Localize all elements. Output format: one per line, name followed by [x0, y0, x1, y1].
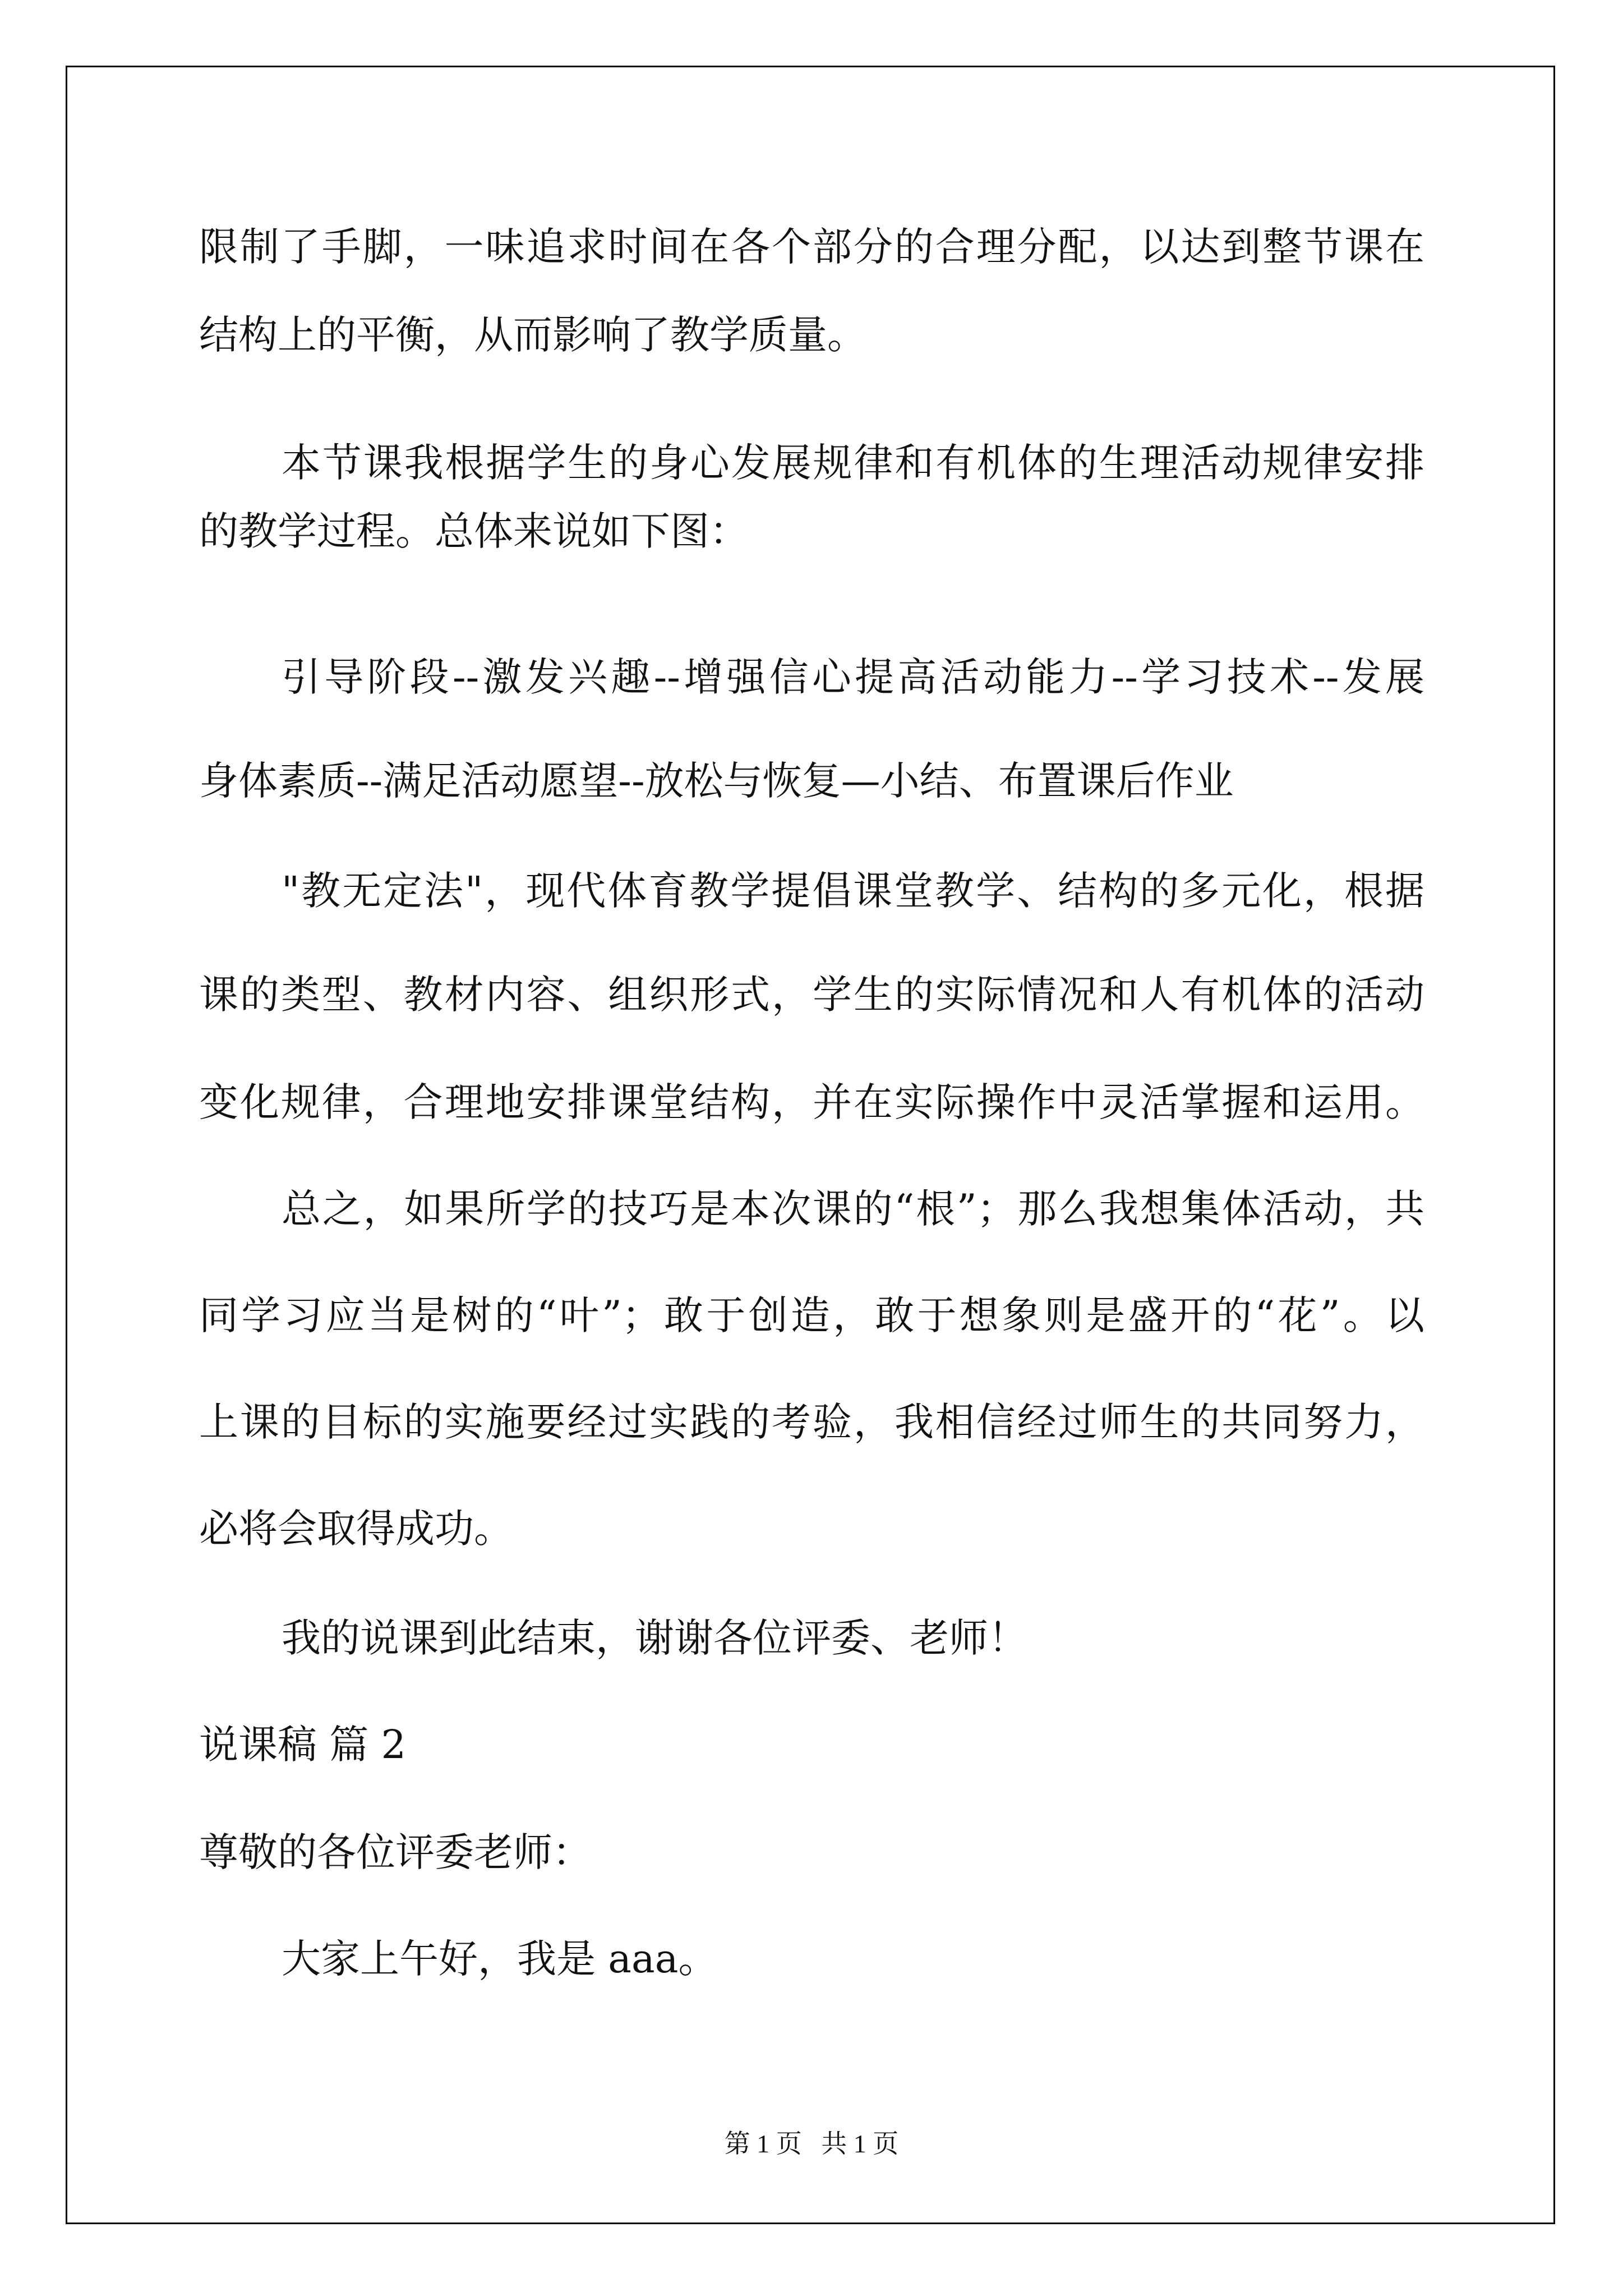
paragraph-line-8: 课的类型、教材内容、组织形式，学生的实际情况和人有机体的活动	[199, 972, 1424, 1018]
section-heading: 说课稿 篇 2	[199, 1722, 407, 1768]
paragraph-line-3: 本节课我根据学生的身心发展规律和有机体的生理活动规律安排	[282, 440, 1424, 486]
paragraph-line-7: "教无定法"，现代体育教学提倡课堂教学、结构的多元化，根据	[282, 868, 1424, 914]
page-border	[66, 66, 1555, 2224]
page-footer: 第 1 页 共 1 页	[724, 2129, 899, 2158]
greeting-line: 大家上午好，我是 aaa。	[282, 1936, 718, 1982]
paragraph-line-14: 我的说课到此结束，谢谢各位评委、老师！	[282, 1615, 1027, 1661]
paragraph-line-1: 限制了手脚，一味追求时间在各个部分的合理分配，以达到整节课在	[199, 224, 1424, 270]
paragraph-line-6: 身体素质--满足活动愿望--放松与恢复—小结、布置课后作业	[199, 758, 1234, 804]
paragraph-line-10: 总之，如果所学的技巧是本次课的“根”；那么我想集体活动，共	[282, 1186, 1424, 1232]
paragraph-line-4: 的教学过程。总体来说如下图：	[199, 508, 749, 554]
paragraph-line-13: 必将会取得成功。	[199, 1506, 513, 1552]
paragraph-line-12: 上课的目标的实施要经过实践的考验，我相信经过师生的共同努力，	[199, 1399, 1424, 1445]
paragraph-line-11: 同学习应当是树的“叶”；敢于创造，敢于想象则是盛开的“花”。以	[199, 1292, 1424, 1338]
paragraph-line-9: 变化规律，合理地安排课堂结构，并在实际操作中灵活掌握和运用。	[199, 1079, 1424, 1125]
salutation: 尊敬的各位评委老师：	[199, 1829, 592, 1875]
paragraph-line-5: 引导阶段--激发兴趣--增强信心提高活动能力--学习技术--发展	[282, 654, 1424, 700]
paragraph-line-2: 结构上的平衡，从而影响了教学质量。	[199, 312, 866, 358]
